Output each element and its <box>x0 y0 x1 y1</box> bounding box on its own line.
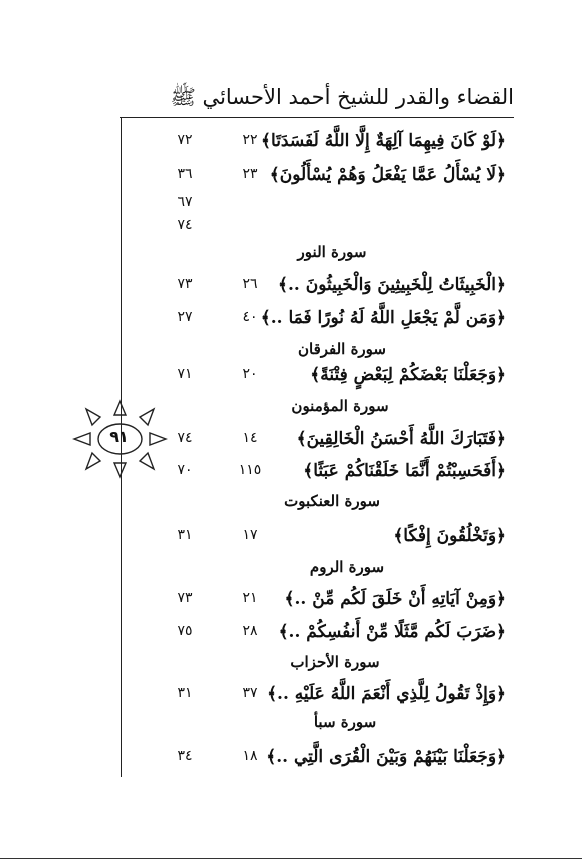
verse-text: ﴿أَفَحَسِبْتُمْ أَنَّمَا خَلَقْنَاكُمْ عَبَثًا﴾ <box>303 461 506 481</box>
verse-number: ١٤ <box>242 430 258 446</box>
verse-text: ﴿وَتَخْلُقُونَ إِفْكًا﴾ <box>393 526 506 546</box>
surah-title: سورة سبأ <box>313 713 377 731</box>
surah-heading <box>0 653 582 683</box>
page-ref: ٧٣ <box>177 276 193 292</box>
index-row <box>0 428 582 458</box>
surah-title: سورة العنكبوت <box>284 492 380 510</box>
index-row <box>0 525 582 555</box>
surah-title: سورة الفرقان <box>297 340 386 358</box>
verse-number: ٢٣ <box>242 166 258 182</box>
page-ref: ٧٤ <box>177 430 193 446</box>
page-ref: ٧٠ <box>177 462 193 478</box>
index-row <box>0 460 582 490</box>
verse-text: ﴿وَجَعَلْنَا بَيْنَهُمْ وَبَيْنَ الْقُرَى الَّتِي ..﴾ <box>266 747 506 767</box>
verse-text: ﴿وَمِنْ آيَاتِهِ أَنْ خَلَقَ لَكُم مِّنْ ..﴾ <box>284 589 506 609</box>
verse-number: ٢٠ <box>242 366 258 382</box>
index-row <box>0 164 582 194</box>
page-ref: ٧١ <box>177 366 193 382</box>
verse-text: ﴿وَمَن لَّمْ يَجْعَلِ اللَّهُ لَهُ نُورًا فَمَا ..﴾ <box>260 308 506 328</box>
page-ref: ٧٥ <box>177 623 193 639</box>
page-ref: ٣٦ <box>177 166 193 182</box>
surah-title: سورة المؤمنون <box>291 397 389 415</box>
index-row <box>0 588 582 618</box>
verse-number: ٢٢ <box>242 132 258 148</box>
verse-text: ﴿فَتَبَارَكَ اللَّهُ أَحْسَنُ الْخَالِقِينَ﴾ <box>296 429 506 449</box>
page-ref: ٧٤ <box>177 217 193 233</box>
bottom-rule <box>0 858 582 859</box>
verse-number: ١٧ <box>242 527 258 543</box>
page-ref: ٣١ <box>177 527 193 543</box>
verse-text: ﴿وَإِذْ تَقُولُ لِلَّذِي أَنْعَمَ اللَّهُ عَلَيْهِ ..﴾ <box>267 684 506 704</box>
surah-heading <box>0 558 582 588</box>
surah-heading <box>0 713 582 743</box>
surah-heading <box>0 492 582 522</box>
page-ref: ٣١ <box>177 685 193 701</box>
index-row <box>0 274 582 304</box>
header-rule <box>120 117 514 118</box>
index-row <box>0 621 582 651</box>
index-row <box>0 307 582 337</box>
surah-heading <box>0 397 582 427</box>
verse-number: ١١٥ <box>238 462 262 478</box>
surah-title: سورة الأحزاب <box>290 653 380 671</box>
index-row <box>0 215 582 245</box>
surah-heading <box>0 243 582 273</box>
index-row <box>0 130 582 160</box>
page-ref: ٧٣ <box>177 590 193 606</box>
verse-number: ٤٠ <box>242 309 258 325</box>
verse-text: ﴿الْخَبِيثَاتُ لِلْخَبِيثِينَ وَالْخَبِيثُونَ ..﴾ <box>278 275 506 295</box>
verse-number: ٢٦ <box>242 276 258 292</box>
header-title: القضاء والقدر للشيخ أحمد الأحسائي ﷺ <box>170 85 514 109</box>
surah-title: سورة الروم <box>309 558 385 576</box>
verse-text: ﴿لَا يُسْأَلُ عَمَّا يَفْعَلُ وَهُمْ يُسْأَلُونَ﴾ <box>269 165 506 185</box>
verse-number: ٢١ <box>242 590 258 606</box>
page-ref: ٣٤ <box>177 748 193 764</box>
index-row <box>0 364 582 394</box>
verse-text: ﴿وَجَعَلْنَا بَعْضَكُمْ لِبَعْضٍ فِتْنَةً﴾ <box>310 365 506 385</box>
page-ref: ٢٧ <box>177 309 193 325</box>
verse-number: ٢٨ <box>242 623 258 639</box>
page-ref: ٧٢ <box>177 132 193 148</box>
index-row <box>0 683 582 713</box>
surah-title: سورة النور <box>297 243 367 261</box>
verse-text: ﴿ضَرَبَ لَكُم مَّثَلًا مِّنْ أَنفُسِكُمْ ..﴾ <box>278 622 506 642</box>
verse-number: ٣٧ <box>242 685 258 701</box>
verse-text: ﴿لَوْ كَانَ فِيهِمَا آلِهَةٌ إِلَّا اللَّهُ لَفَسَدَتَا﴾ <box>261 131 506 151</box>
index-row <box>0 746 582 776</box>
verse-number: ١٨ <box>242 748 258 764</box>
page-number: ٩١ <box>109 427 129 446</box>
page-ref: ٦٧ <box>177 194 193 210</box>
